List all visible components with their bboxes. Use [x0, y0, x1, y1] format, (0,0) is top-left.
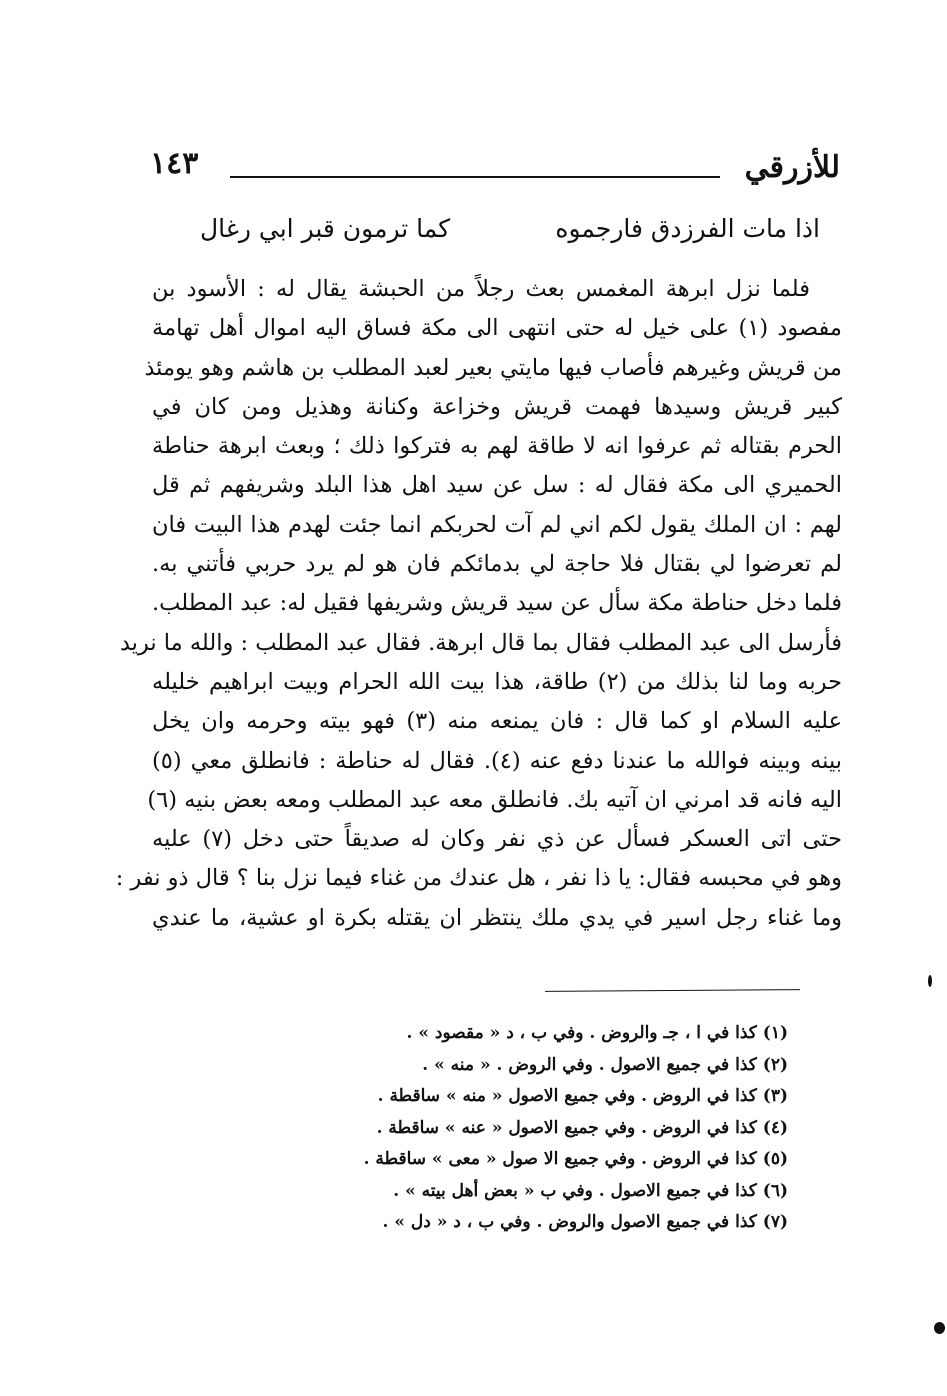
- body-line: فلما نزل ابرهة المغمس بعث رجلاً من الحبشة يقال له : الأسود بن: [152, 276, 810, 302]
- footnotes: [300, 1018, 788, 1239]
- verse-hemistich-right: اذا مات الفرزدق فارجموه: [555, 214, 820, 243]
- body-line: فأرسل الى عبد المطلب فقال بما قال ابرهة. فقال عبد المطلب : والله ما نريد: [119, 629, 842, 656]
- footnote: (٥) كذا في الروض . وفي جميع الا صول « معى » ساقطة .: [363, 1149, 788, 1169]
- body-line: اليه فانه قد امرني ان آتيه بك. فانطلق معه عبد المطلب ومعه بعض بنيه (٦): [147, 786, 842, 813]
- body-line: لهم : ان الملك يقول لكم اني لم آت لحربكم انما جئت لهدم هذا البيت فان: [152, 511, 842, 538]
- footnote: (١) كذا في ا ، جـ والروض . وفي ب ، د « مقصود » .: [406, 1023, 788, 1043]
- verse-hemistich-left: كما ترمون قبر ابي رغال: [200, 214, 451, 243]
- body-line: عليه السلام او كما قال : فان يمنعه منه (٣) فهو بيته وحرمه وان يخل: [152, 708, 842, 735]
- body-line: حتى اتى العسكر فسأل عن ذي نفر وكان له صديقاً حتى دخل (٧) عليه: [152, 826, 842, 853]
- body-line: وهو في محبسه فقال: يا ذا نفر ، هل عندك من غناء فيما نزل بنا ؟ قال ذو نفر :: [115, 865, 842, 892]
- footnote: (٧) كذا في جميع الاصول والروض . وفي ب ، د « دل » .: [382, 1212, 788, 1232]
- body-line: حربه وما لنا بذلك من (٢) طاقة، هذا بيت الله الحرام وبيت ابراهيم خليله: [152, 668, 843, 695]
- body-line: بينه وبينه فوالله ما عندنا دفع عنه (٤). فقال له حناطة : فانطلق معي (٥): [152, 747, 842, 774]
- header-rule: [230, 176, 720, 178]
- footnote: (٤) كذا في الروض . وفي جميع الاصول « عنه » ساقطة .: [376, 1117, 788, 1138]
- scan-speck: [928, 975, 932, 987]
- scan-speck: [934, 1322, 945, 1334]
- body-line: الحميري الى مكة فقال له : سل عن سيد اهل هذا البلد وشريفهم ثم قل: [152, 472, 842, 499]
- body-line: مفصود (١) على خيل له حتى انتهى الى مكة فساق اليه اموال أهل تهامة: [152, 315, 842, 342]
- running-title: للأزرقي: [744, 150, 840, 185]
- footnote-rule: [545, 989, 800, 992]
- body-line: الحرم بقتاله ثم عرفوا انه لا طاقة لهم به فتركوا ذلك ؛ وبعث ابرهة حناطة: [152, 433, 842, 460]
- body-text: [115, 270, 843, 938]
- page-header: [150, 146, 840, 200]
- body-line: فلما دخل حناطة مكة سأل عن سيد قريش وشريفها فقيل له: عبد المطلب.: [152, 590, 842, 617]
- page-number: ١٤٣: [150, 146, 199, 181]
- body-line: وما غناء رجل اسير في يدي ملك ينتظر ان يقتله بكرة او عشية، ما عندي: [152, 904, 842, 931]
- footnote: (٣) كذا في الروض . وفي جميع الاصول « منه » ساقطة .: [377, 1086, 788, 1106]
- body-line: من قريش وغيرهم فأصاب فيها مايتي بعير لعبد المطلب بن هاشم وهو يومئذ: [144, 354, 842, 381]
- body-line: لم تعرضوا لي بقتال فلا حاجة لي بدمائكم فان هو لم يرد حربي فأتني به.: [152, 551, 842, 578]
- footnote: (٦) كذا في جميع الاصول . وفي ب « بعض أهل بيته » .: [393, 1180, 788, 1201]
- body-line: كبير قريش وسيدها فهمت قريش وخزاعة وكنانة وهذيل ومن كان في: [152, 393, 842, 420]
- poetry-verse: [200, 214, 820, 243]
- footnote: (٢) كذا في جميع الاصول . وفي الروض . « منه » .: [422, 1054, 788, 1075]
